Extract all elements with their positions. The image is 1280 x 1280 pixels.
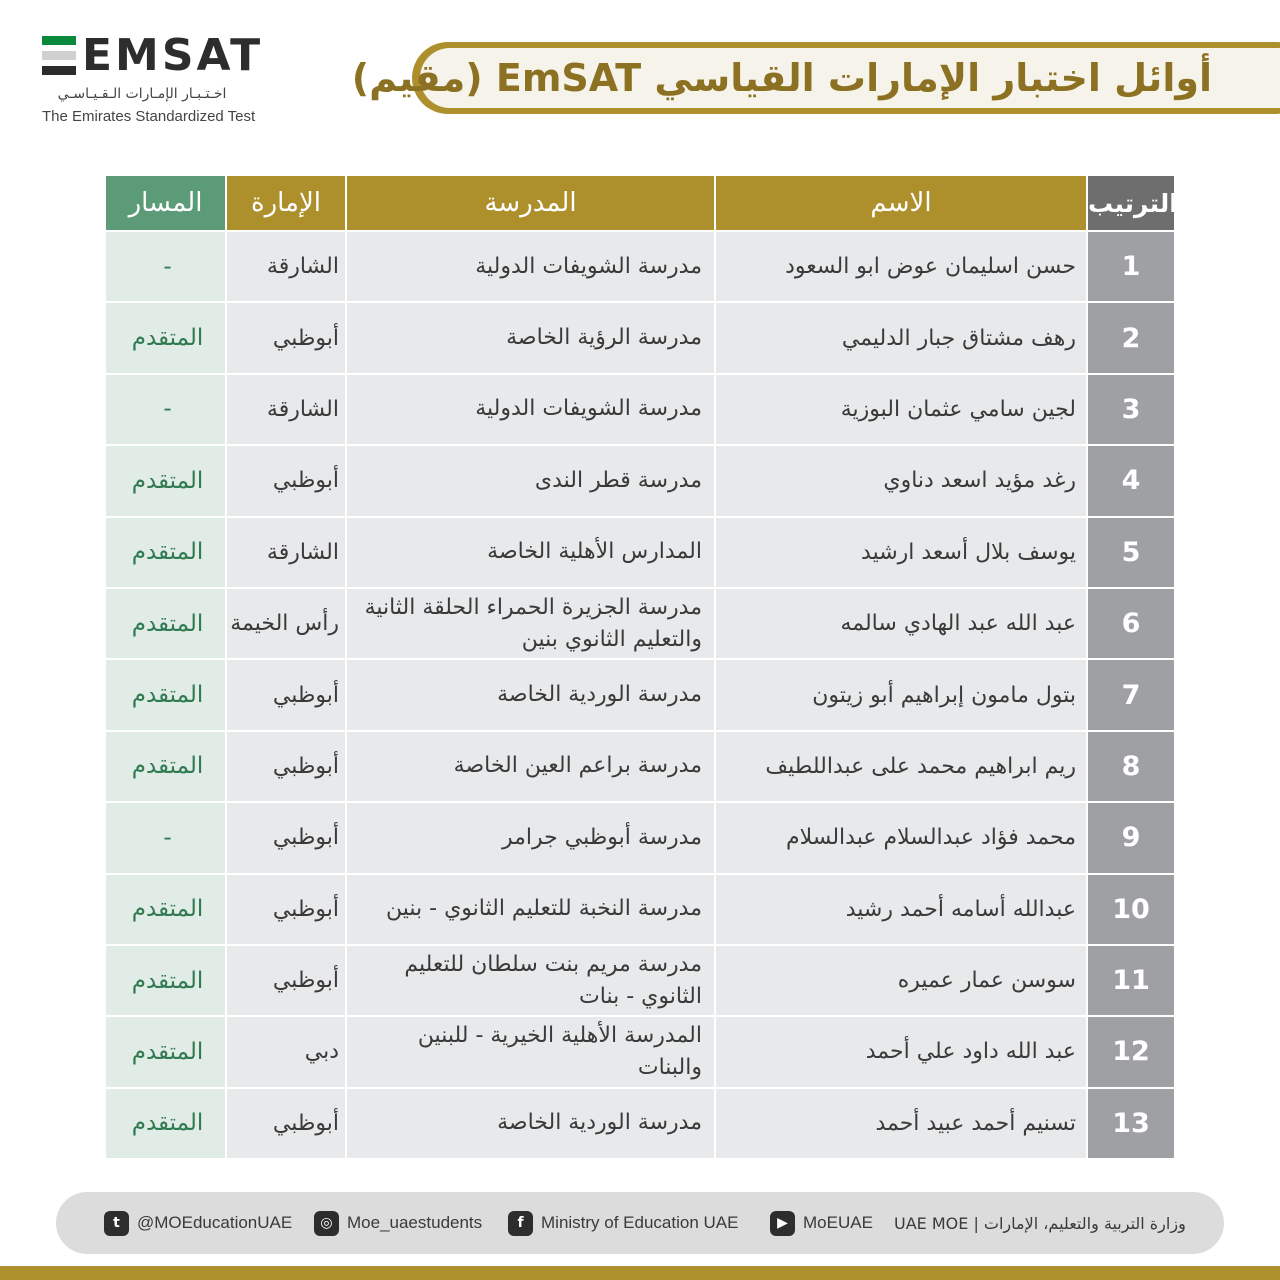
emirate-cell: دبي bbox=[227, 1017, 347, 1088]
logo-arabic-tagline: اخـتـبـار الإمـارات الـقـيـاسـي bbox=[57, 86, 227, 102]
header-emirate: الإمارة bbox=[227, 176, 347, 232]
page-title: أوائل اختبار الإمارات القياسي EmSAT (مقيم) bbox=[351, 56, 1212, 100]
table-row bbox=[106, 1089, 1176, 1160]
emsat-logo bbox=[42, 30, 264, 128]
emirate-cell: أبوظبي bbox=[227, 446, 347, 517]
facebook-icon: f bbox=[508, 1211, 533, 1236]
rank-cell: 1 bbox=[1088, 232, 1176, 303]
school-cell: مدرسة براعم العين الخاصة bbox=[347, 732, 716, 803]
table-row bbox=[106, 660, 1176, 731]
header-track: المسار bbox=[106, 176, 227, 232]
rank-cell: 11 bbox=[1088, 946, 1176, 1017]
results-table bbox=[106, 176, 1176, 1160]
track-cell: المتقدم bbox=[106, 446, 227, 517]
rank-cell: 13 bbox=[1088, 1089, 1176, 1160]
table-row bbox=[106, 446, 1176, 517]
instagram-handle: Moe_uaestudents bbox=[347, 1213, 483, 1232]
ministry-label: وزارة التربية والتعليم، الإمارات | UAE MOE bbox=[894, 1213, 1186, 1233]
school-cell: مدرسة قطر الندى bbox=[347, 446, 716, 517]
rank-cell: 12 bbox=[1088, 1017, 1176, 1088]
emirate-cell: أبوظبي bbox=[227, 803, 347, 874]
twitter-icon: t bbox=[104, 1211, 129, 1236]
table-body bbox=[106, 232, 1176, 1160]
school-cell: مدرسة الرؤية الخاصة bbox=[347, 303, 716, 374]
rank-cell: 7 bbox=[1088, 660, 1176, 731]
track-cell: المتقدم bbox=[106, 589, 227, 660]
emirate-cell: أبوظبي bbox=[227, 303, 347, 374]
track-cell: - bbox=[106, 232, 227, 303]
social-footer bbox=[56, 1192, 1224, 1254]
track-cell: المتقدم bbox=[106, 303, 227, 374]
emirate-cell: الشارقة bbox=[227, 518, 347, 589]
instagram-icon: ◎ bbox=[314, 1211, 339, 1236]
ministry-label-wrap bbox=[894, 1192, 1186, 1254]
school-cell: مدرسة مريم بنت سلطان للتعليم الثانوي - بنات bbox=[347, 946, 716, 1017]
name-cell: لجين سامي عثمان البوزية bbox=[716, 375, 1088, 446]
header-rank: الترتيب bbox=[1088, 176, 1176, 232]
emirate-cell: الشارقة bbox=[227, 232, 347, 303]
rank-cell: 10 bbox=[1088, 875, 1176, 946]
name-cell: تسنيم أحمد عبيد أحمد bbox=[716, 1089, 1088, 1160]
youtube-handle: MoEUAE bbox=[803, 1213, 873, 1232]
bottom-gold-strip bbox=[0, 1266, 1280, 1280]
table-row bbox=[106, 303, 1176, 374]
logo-english-tagline: The Emirates Standardized Test bbox=[42, 108, 256, 125]
rank-cell: 9 bbox=[1088, 803, 1176, 874]
school-cell: مدرسة النخبة للتعليم الثانوي - بنين bbox=[347, 875, 716, 946]
youtube-link[interactable] bbox=[770, 1192, 873, 1254]
table-row bbox=[106, 875, 1176, 946]
table-row bbox=[106, 946, 1176, 1017]
header-name: الاسم bbox=[716, 176, 1088, 232]
facebook-link[interactable] bbox=[508, 1192, 738, 1254]
name-cell: رغد مؤيد اسعد دناوي bbox=[716, 446, 1088, 517]
table-row bbox=[106, 518, 1176, 589]
emirate-cell: أبوظبي bbox=[227, 946, 347, 1017]
logo-wordmark: EMSAT bbox=[82, 30, 264, 81]
name-cell: ريم ابراهيم محمد على عبداللطيف bbox=[716, 732, 1088, 803]
uae-flag-stripes bbox=[42, 36, 76, 76]
table-row bbox=[106, 803, 1176, 874]
school-cell: مدرسة الوردية الخاصة bbox=[347, 660, 716, 731]
table-row bbox=[106, 589, 1176, 660]
table-header-row bbox=[106, 176, 1176, 232]
rank-cell: 2 bbox=[1088, 303, 1176, 374]
rank-cell: 8 bbox=[1088, 732, 1176, 803]
emirate-cell: أبوظبي bbox=[227, 660, 347, 731]
school-cell: مدرسة الجزيرة الحمراء الحلقة الثانية والتعليم الثانوي بنين bbox=[347, 589, 716, 660]
rank-cell: 4 bbox=[1088, 446, 1176, 517]
rank-cell: 3 bbox=[1088, 375, 1176, 446]
school-cell: مدرسة الشويفات الدولية bbox=[347, 232, 716, 303]
instagram-link[interactable] bbox=[314, 1192, 482, 1254]
header-school: المدرسة bbox=[347, 176, 716, 232]
name-cell: يوسف بلال أسعد ارشيد bbox=[716, 518, 1088, 589]
facebook-handle: Ministry of Education UAE bbox=[541, 1213, 739, 1232]
track-cell: - bbox=[106, 803, 227, 874]
school-cell: مدرسة الشويفات الدولية bbox=[347, 375, 716, 446]
rank-cell: 6 bbox=[1088, 589, 1176, 660]
emirate-cell: أبوظبي bbox=[227, 1089, 347, 1160]
track-cell: - bbox=[106, 375, 227, 446]
title-banner bbox=[351, 42, 1280, 114]
track-cell: المتقدم bbox=[106, 1017, 227, 1088]
emirate-cell: رأس الخيمة bbox=[227, 589, 347, 660]
name-cell: رهف مشتاق جبار الدليمي bbox=[716, 303, 1088, 374]
name-cell: محمد فؤاد عبدالسلام عبدالسلام bbox=[716, 803, 1088, 874]
track-cell: المتقدم bbox=[106, 732, 227, 803]
twitter-handle: @MOEducationUAE bbox=[137, 1213, 293, 1232]
school-cell: مدرسة الوردية الخاصة bbox=[347, 1089, 716, 1160]
track-cell: المتقدم bbox=[106, 518, 227, 589]
emirate-cell: أبوظبي bbox=[227, 732, 347, 803]
name-cell: بتول مامون إبراهيم أبو زيتون bbox=[716, 660, 1088, 731]
rank-cell: 5 bbox=[1088, 518, 1176, 589]
school-cell: المدارس الأهلية الخاصة bbox=[347, 518, 716, 589]
table-row bbox=[106, 232, 1176, 303]
school-cell: مدرسة أبوظبي جرامر bbox=[347, 803, 716, 874]
track-cell: المتقدم bbox=[106, 875, 227, 946]
name-cell: عبد الله داود علي أحمد bbox=[716, 1017, 1088, 1088]
name-cell: عبدالله أسامه أحمد رشيد bbox=[716, 875, 1088, 946]
track-cell: المتقدم bbox=[106, 660, 227, 731]
table-row bbox=[106, 1017, 1176, 1088]
emirate-cell: الشارقة bbox=[227, 375, 347, 446]
track-cell: المتقدم bbox=[106, 946, 227, 1017]
school-cell: المدرسة الأهلية الخيرية - للبنين والبنات bbox=[347, 1017, 716, 1088]
name-cell: حسن اسليمان عوض ابو السعود bbox=[716, 232, 1088, 303]
track-cell: المتقدم bbox=[106, 1089, 227, 1160]
youtube-icon: ▶ bbox=[770, 1211, 795, 1236]
table-row bbox=[106, 732, 1176, 803]
emirate-cell: أبوظبي bbox=[227, 875, 347, 946]
name-cell: سوسن عمار عميره bbox=[716, 946, 1088, 1017]
twitter-link[interactable] bbox=[104, 1192, 292, 1254]
table-row bbox=[106, 375, 1176, 446]
name-cell: عبد الله عبد الهادي سالمه bbox=[716, 589, 1088, 660]
